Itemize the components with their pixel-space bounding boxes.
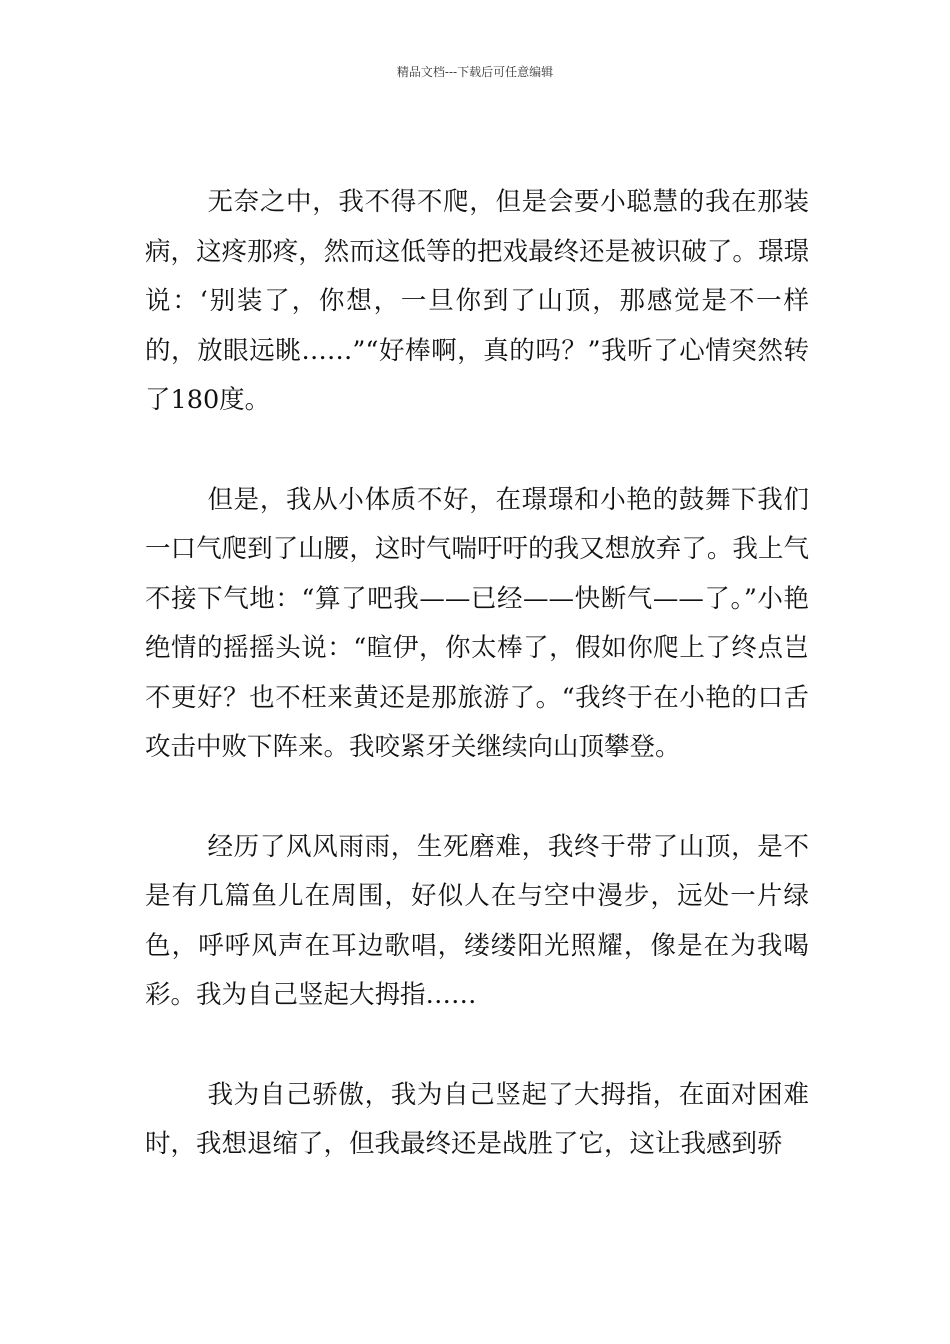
paragraph-4: 我为自己骄傲，我为自己竖起了大拇指，在面对困难时，我想退缩了，但我最终还是战胜了它，这让我感到骄 [145,1079,809,1159]
page-header: 精品文档---下载后可任意编辑 [396,65,554,79]
document-body [145,178,809,1220]
paragraph-3: 经历了风风雨雨，生死磨难，我终于带了山顶，是不是有几篇鱼儿在周围，好似人在与空中漫步，远处一片绿色，呼呼风声在耳边歌唱，缕缕阳光照耀，像是在为我喝彩。我为自己竖起大拇指…… [145,831,809,1010]
paragraph-1: 无奈之中，我不得不爬，但是会要小聪慧的我在那装病，这疼那疼，然而这低等的把戏最终还是被识破了。璟璟说：‘别装了，你想，一旦你到了山顶，那感觉是不一样的，放眼远眺……”“好棒啊，真的吗？”我听了心情突然转了180度。 [145,187,809,415]
paragraph-2: 但是，我从小体质不好，在璟璟和小艳的鼓舞下我们一口气爬到了山腰，这时气喘吁吁的我又想放弃了。我上气不接下气地：“算了吧我——已经——快断气——了。”小艳绝情的摇摇头说：“暄伊，你太棒了，假如你爬上了终点岂不更好？也不枉来黄还是那旅游了。“我终于在小艳的口舌攻击中败下阵来。我咬紧牙关继续向山顶攀登。 [145,484,809,762]
